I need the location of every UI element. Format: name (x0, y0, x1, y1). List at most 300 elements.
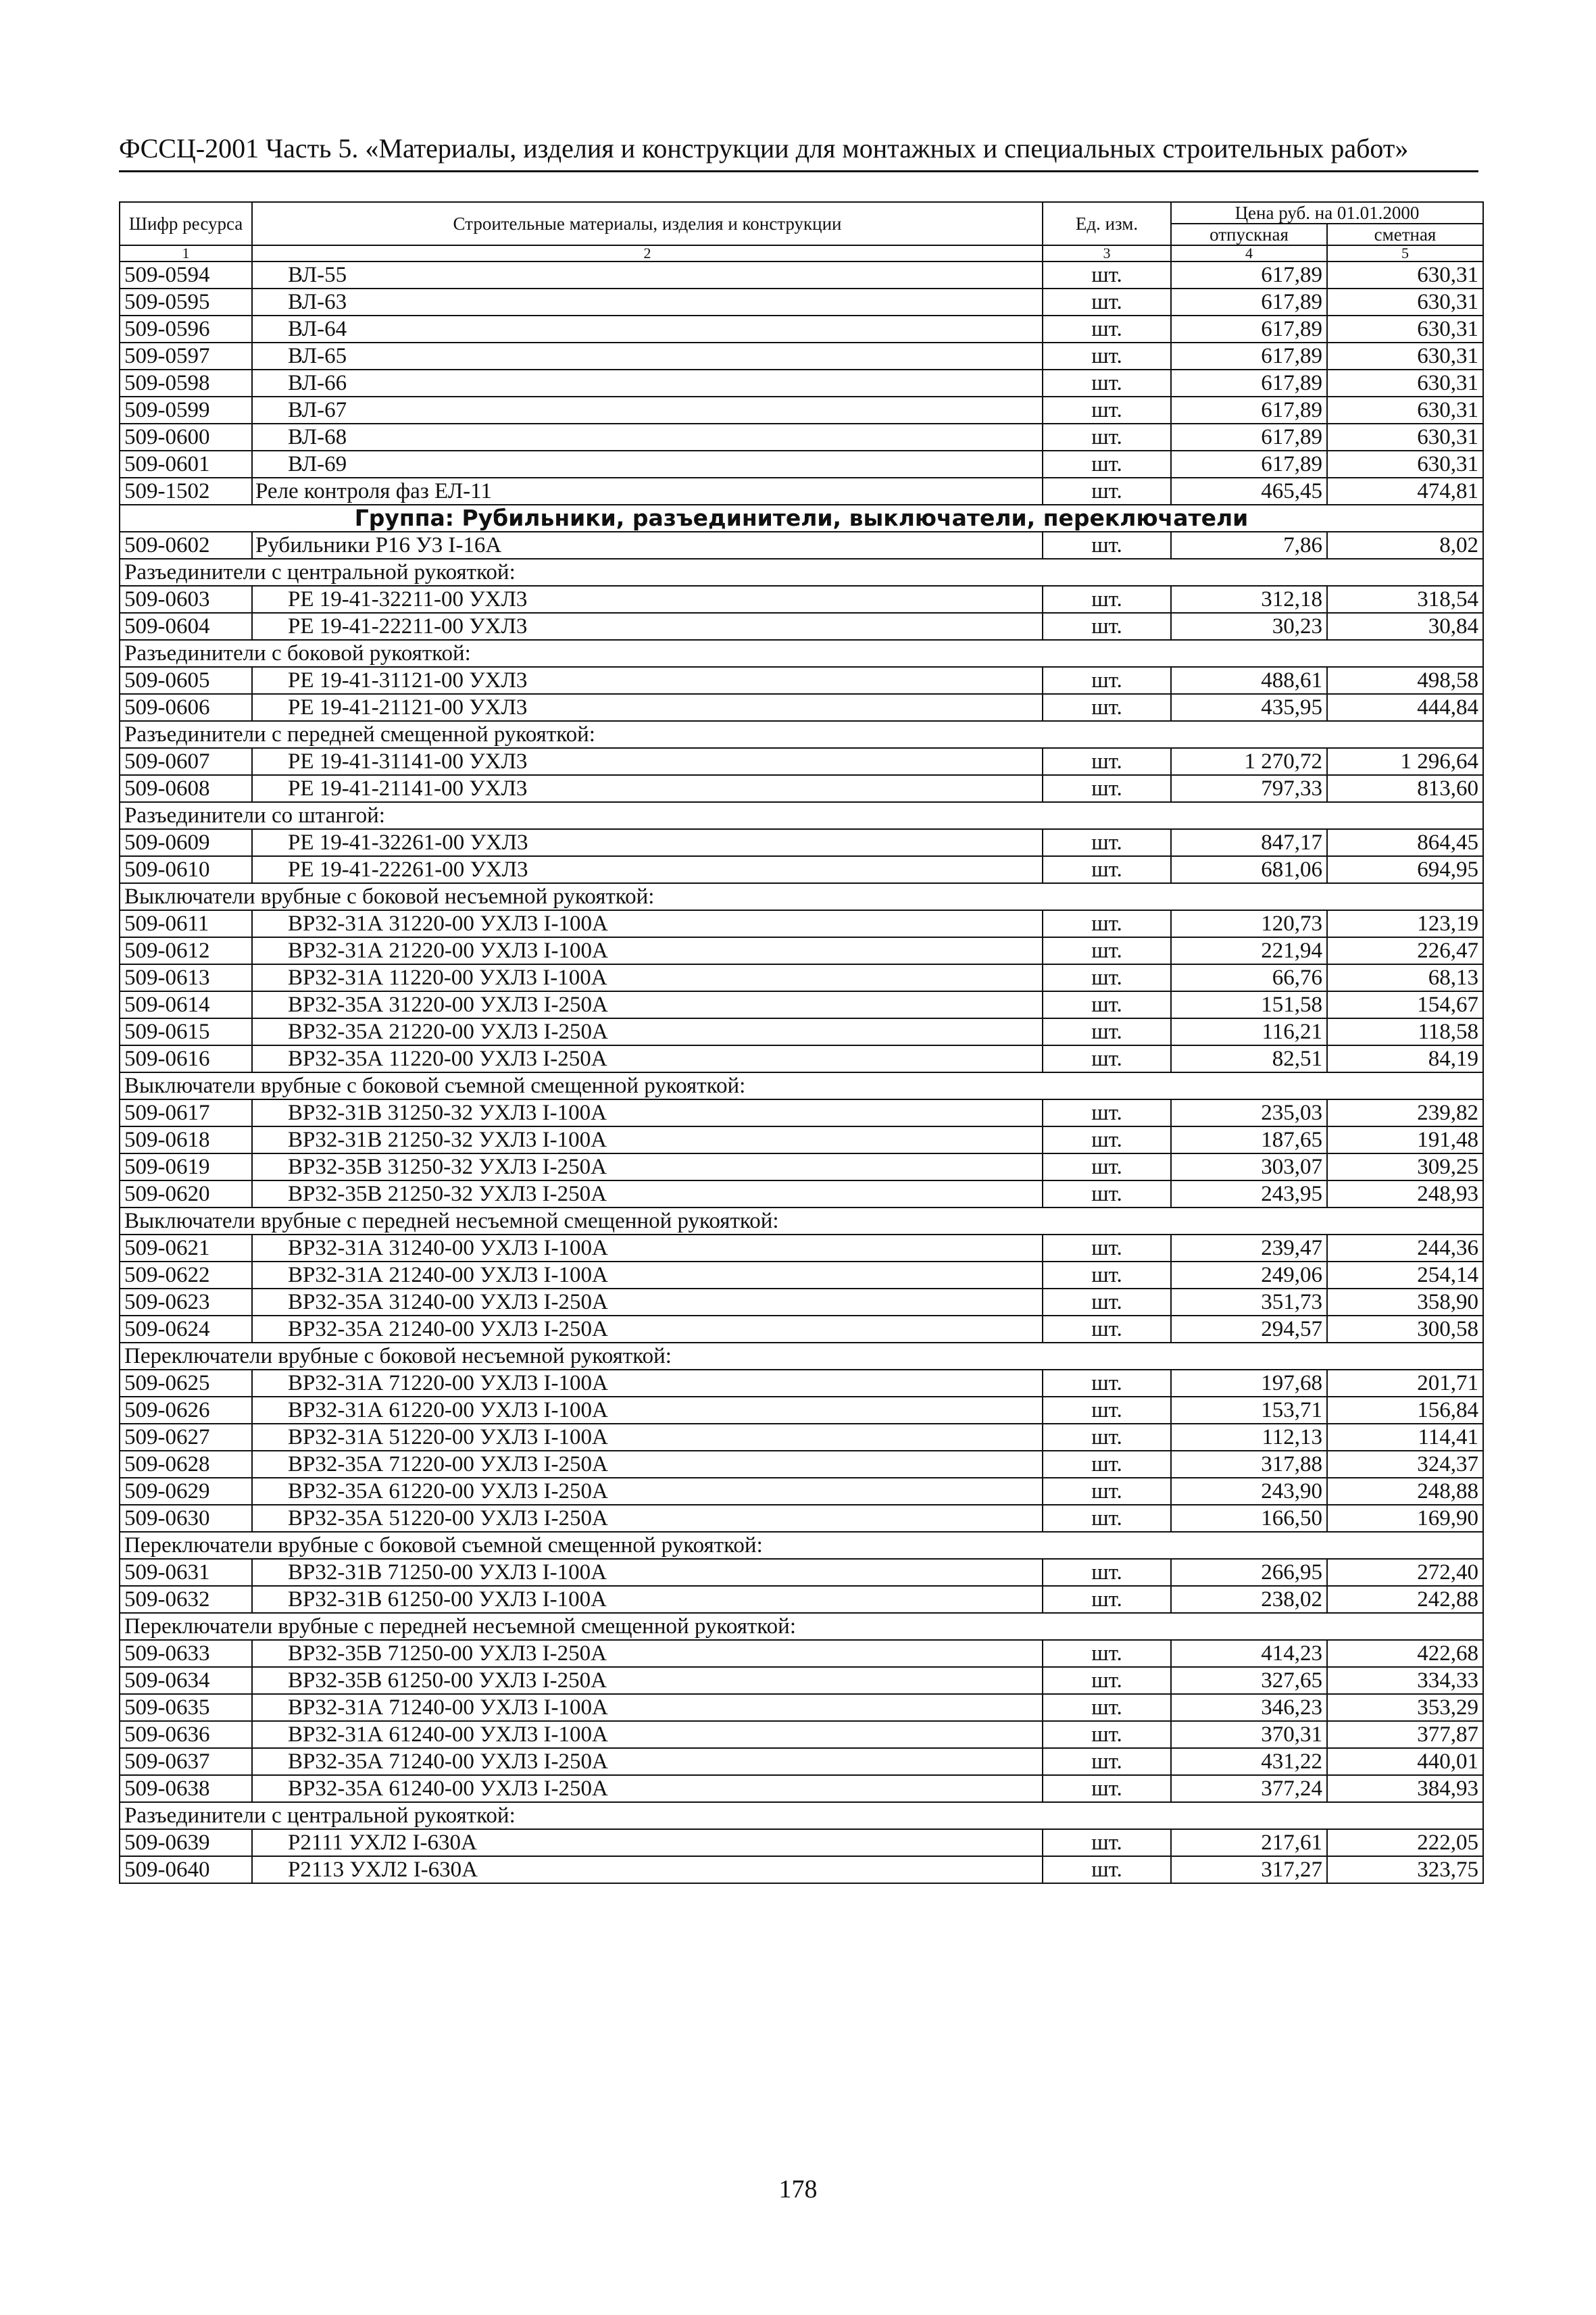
table-row (120, 1667, 1483, 1694)
subsection-row (120, 883, 1483, 910)
estimate-price-cell: 474,81 (1327, 478, 1483, 505)
release-price-cell: 317,88 (1171, 1451, 1327, 1478)
estimate-price-cell: 118,58 (1327, 1018, 1483, 1045)
estimate-price-cell: 630,31 (1327, 370, 1483, 397)
resource-code-cell: 509-0610 (120, 856, 252, 883)
column-number-row (120, 245, 1483, 262)
column-number: 3 (1043, 245, 1171, 262)
unit-cell: шт. (1043, 370, 1171, 397)
unit-cell: шт. (1043, 1559, 1171, 1586)
unit-cell: шт. (1043, 1451, 1171, 1478)
resource-code-cell: 509-0640 (120, 1856, 252, 1883)
estimate-price-cell: 154,67 (1327, 991, 1483, 1018)
table-row (120, 1586, 1483, 1613)
estimate-price-cell: 272,40 (1327, 1559, 1483, 1586)
subsection-row (120, 640, 1483, 667)
material-name-cell: РЕ 19-41-32211-00 УХЛ3 (252, 586, 1043, 613)
table-row (120, 451, 1483, 478)
header-price-group: Цена руб. на 01.01.2000 (1171, 202, 1483, 224)
resource-code-cell: 509-0616 (120, 1045, 252, 1072)
release-price-cell: 431,22 (1171, 1748, 1327, 1775)
table-row (120, 964, 1483, 991)
release-price-cell: 617,89 (1171, 262, 1327, 289)
release-price-cell: 112,13 (1171, 1424, 1327, 1451)
resource-code-cell: 509-0613 (120, 964, 252, 991)
table-row (120, 613, 1483, 640)
header-estimate-price: сметная (1327, 224, 1483, 245)
estimate-price-cell: 323,75 (1327, 1856, 1483, 1883)
table-row (120, 1126, 1483, 1153)
release-price-cell: 377,24 (1171, 1775, 1327, 1802)
estimate-price-cell: 353,29 (1327, 1694, 1483, 1721)
material-name-cell: ВР32-31В 31250-32 УХЛ3 I-100А (252, 1099, 1043, 1126)
resource-code-cell: 509-0636 (120, 1721, 252, 1748)
subsection-row (120, 1613, 1483, 1640)
material-name-cell: ВР32-35В 21250-32 УХЛ3 I-250А (252, 1180, 1043, 1208)
unit-cell: шт. (1043, 1694, 1171, 1721)
unit-cell: шт. (1043, 829, 1171, 856)
table-row (120, 1829, 1483, 1856)
material-name-cell: ВР32-35А 21240-00 УХЛ3 I-250А (252, 1316, 1043, 1343)
estimate-price-cell: 384,93 (1327, 1775, 1483, 1802)
release-price-cell: 312,18 (1171, 586, 1327, 613)
estimate-price-cell: 358,90 (1327, 1289, 1483, 1316)
table-row (120, 748, 1483, 775)
subsection-row (120, 1072, 1483, 1099)
resource-code-cell: 509-0629 (120, 1478, 252, 1505)
unit-cell: шт. (1043, 1018, 1171, 1045)
release-price-cell: 1 270,72 (1171, 748, 1327, 775)
material-name-cell: Рубильники Р16 У3 I-16А (252, 532, 1043, 559)
estimate-price-cell: 630,31 (1327, 289, 1483, 316)
material-name-cell: ВР32-31А 21220-00 УХЛ3 I-100А (252, 937, 1043, 964)
material-name-cell: ВЛ-64 (252, 316, 1043, 343)
resource-code-cell: 509-0602 (120, 532, 252, 559)
estimate-price-cell: 242,88 (1327, 1586, 1483, 1613)
table-row (120, 1748, 1483, 1775)
table-row (120, 856, 1483, 883)
table-row (120, 829, 1483, 856)
subsection-row (120, 721, 1483, 748)
release-price-cell: 239,47 (1171, 1235, 1327, 1262)
subsection-title: Выключатели врубные с боковой несъемной рукояткой: (120, 883, 1483, 910)
release-price-cell: 303,07 (1171, 1153, 1327, 1180)
resource-code-cell: 509-0622 (120, 1262, 252, 1289)
resource-code-cell: 509-0598 (120, 370, 252, 397)
resource-code-cell: 509-0612 (120, 937, 252, 964)
page-number: 178 (778, 2175, 818, 2204)
estimate-price-cell: 300,58 (1327, 1316, 1483, 1343)
subsection-title: Разъединители с передней смещенной рукояткой: (120, 721, 1483, 748)
unit-cell: шт. (1043, 1126, 1171, 1153)
table-row (120, 532, 1483, 559)
estimate-price-cell: 254,14 (1327, 1262, 1483, 1289)
table-row (120, 1451, 1483, 1478)
estimate-price-cell: 630,31 (1327, 451, 1483, 478)
resource-code-cell: 509-0619 (120, 1153, 252, 1180)
estimate-price-cell: 444,84 (1327, 694, 1483, 721)
header-name: Строительные материалы, изделия и конструкции (252, 202, 1043, 245)
estimate-price-cell: 169,90 (1327, 1505, 1483, 1532)
unit-cell: шт. (1043, 856, 1171, 883)
release-price-cell: 30,23 (1171, 613, 1327, 640)
unit-cell: шт. (1043, 613, 1171, 640)
release-price-cell: 120,73 (1171, 910, 1327, 937)
column-number: 5 (1327, 245, 1483, 262)
unit-cell: шт. (1043, 586, 1171, 613)
resource-code-cell: 509-0627 (120, 1424, 252, 1451)
unit-cell: шт. (1043, 1235, 1171, 1262)
subsection-row (120, 559, 1483, 586)
table-row (120, 991, 1483, 1018)
resource-code-cell: 509-1502 (120, 478, 252, 505)
table-row (120, 1721, 1483, 1748)
release-price-cell: 266,95 (1171, 1559, 1327, 1586)
resource-code-cell: 509-0628 (120, 1451, 252, 1478)
material-name-cell: ВР32-35А 31240-00 УХЛ3 I-250А (252, 1289, 1043, 1316)
table-row (120, 1153, 1483, 1180)
release-price-cell: 317,27 (1171, 1856, 1327, 1883)
release-price-cell: 166,50 (1171, 1505, 1327, 1532)
table-row (120, 1397, 1483, 1424)
material-name-cell: РЕ 19-41-22261-00 УХЛ3 (252, 856, 1043, 883)
resource-code-cell: 509-0594 (120, 262, 252, 289)
table-row (120, 1262, 1483, 1289)
estimate-price-cell: 114,41 (1327, 1424, 1483, 1451)
price-table-body (120, 202, 1483, 1883)
header-code: Шифр ресурса (120, 202, 252, 245)
unit-cell: шт. (1043, 343, 1171, 370)
resource-code-cell: 509-0638 (120, 1775, 252, 1802)
material-name-cell: ВР32-35А 11220-00 УХЛ3 I-250А (252, 1045, 1043, 1072)
unit-cell: шт. (1043, 1316, 1171, 1343)
material-name-cell: ВР32-31В 61250-00 УХЛ3 I-100А (252, 1586, 1043, 1613)
release-price-cell: 217,61 (1171, 1829, 1327, 1856)
subsection-row (120, 802, 1483, 829)
subsection-title: Переключатели врубные с передней несъемной смещенной рукояткой: (120, 1613, 1483, 1640)
material-name-cell: ВР32-35В 31250-32 УХЛ3 I-250А (252, 1153, 1043, 1180)
estimate-price-cell: 8,02 (1327, 532, 1483, 559)
resource-code-cell: 509-0606 (120, 694, 252, 721)
unit-cell: шт. (1043, 1289, 1171, 1316)
unit-cell: шт. (1043, 1586, 1171, 1613)
page-header-title: ФССЦ-2001 Часть 5. «Материалы, изделия и конструкции для монтажных и специальных строительных работ» (119, 133, 1409, 164)
release-price-cell: 82,51 (1171, 1045, 1327, 1072)
material-name-cell: ВР32-35В 71250-00 УХЛ3 I-250А (252, 1640, 1043, 1667)
material-name-cell: РЕ 19-41-31121-00 УХЛ3 (252, 667, 1043, 694)
estimate-price-cell: 498,58 (1327, 667, 1483, 694)
subsection-row (120, 1208, 1483, 1235)
unit-cell: шт. (1043, 478, 1171, 505)
table-row (120, 1640, 1483, 1667)
estimate-price-cell: 191,48 (1327, 1126, 1483, 1153)
release-price-cell: 435,95 (1171, 694, 1327, 721)
material-name-cell: РЕ 19-41-22211-00 УХЛ3 (252, 613, 1043, 640)
column-number: 4 (1171, 245, 1327, 262)
table-row (120, 370, 1483, 397)
material-name-cell: ВР32-35А 61220-00 УХЛ3 I-250А (252, 1478, 1043, 1505)
material-name-cell: ВР32-31А 31220-00 УХЛ3 I-100А (252, 910, 1043, 937)
material-name-cell: ВР32-31А 71220-00 УХЛ3 I-100А (252, 1370, 1043, 1397)
release-price-cell: 681,06 (1171, 856, 1327, 883)
resource-code-cell: 509-0596 (120, 316, 252, 343)
table-row (120, 343, 1483, 370)
resource-code-cell: 509-0605 (120, 667, 252, 694)
release-price-cell: 617,89 (1171, 397, 1327, 424)
release-price-cell: 151,58 (1171, 991, 1327, 1018)
material-name-cell: Р2111 УХЛ2 I-630А (252, 1829, 1043, 1856)
unit-cell: шт. (1043, 1153, 1171, 1180)
table-row (120, 1316, 1483, 1343)
estimate-price-cell: 309,25 (1327, 1153, 1483, 1180)
resource-code-cell: 509-0639 (120, 1829, 252, 1856)
release-price-cell: 187,65 (1171, 1126, 1327, 1153)
table-row (120, 1370, 1483, 1397)
resource-code-cell: 509-0607 (120, 748, 252, 775)
material-name-cell: ВР32-35В 61250-00 УХЛ3 I-250А (252, 1667, 1043, 1694)
header-rule (119, 170, 1478, 172)
release-price-cell: 327,65 (1171, 1667, 1327, 1694)
header-unit: Ед. изм. (1043, 202, 1171, 245)
material-name-cell: ВР32-35А 61240-00 УХЛ3 I-250А (252, 1775, 1043, 1802)
subsection-title: Выключатели врубные с боковой съемной смещенной рукояткой: (120, 1072, 1483, 1099)
table-row (120, 586, 1483, 613)
material-name-cell: ВЛ-66 (252, 370, 1043, 397)
resource-code-cell: 509-0625 (120, 1370, 252, 1397)
unit-cell: шт. (1043, 1478, 1171, 1505)
unit-cell: шт. (1043, 289, 1171, 316)
release-price-cell: 617,89 (1171, 370, 1327, 397)
unit-cell: шт. (1043, 1640, 1171, 1667)
resource-code-cell: 509-0635 (120, 1694, 252, 1721)
unit-cell: шт. (1043, 910, 1171, 937)
subsection-title: Переключатели врубные с боковой съемной смещенной рукояткой: (120, 1532, 1483, 1559)
material-name-cell: ВР32-35А 51220-00 УХЛ3 I-250А (252, 1505, 1043, 1532)
material-name-cell: ВЛ-69 (252, 451, 1043, 478)
unit-cell: шт. (1043, 1262, 1171, 1289)
estimate-price-cell: 440,01 (1327, 1748, 1483, 1775)
table-row (120, 1775, 1483, 1802)
release-price-cell: 7,86 (1171, 532, 1327, 559)
material-name-cell: ВР32-31А 61220-00 УХЛ3 I-100А (252, 1397, 1043, 1424)
table-row (120, 1559, 1483, 1586)
material-name-cell: ВР32-35А 71220-00 УХЛ3 I-250А (252, 1451, 1043, 1478)
table-row (120, 1045, 1483, 1072)
table-row (120, 1289, 1483, 1316)
unit-cell: шт. (1043, 1045, 1171, 1072)
subsection-title: Выключатели врубные с передней несъемной смещенной рукояткой: (120, 1208, 1483, 1235)
release-price-cell: 488,61 (1171, 667, 1327, 694)
unit-cell: шт. (1043, 964, 1171, 991)
release-price-cell: 243,90 (1171, 1478, 1327, 1505)
group-heading: Группа: Рубильники, разъединители, выключатели, переключатели (120, 505, 1483, 532)
material-name-cell: РЕ 19-41-21141-00 УХЛ3 (252, 775, 1043, 802)
estimate-price-cell: 630,31 (1327, 424, 1483, 451)
resource-code-cell: 509-0614 (120, 991, 252, 1018)
subsection-row (120, 1802, 1483, 1829)
table-row (120, 1694, 1483, 1721)
table-row (120, 316, 1483, 343)
estimate-price-cell: 84,19 (1327, 1045, 1483, 1072)
unit-cell: шт. (1043, 1775, 1171, 1802)
unit-cell: шт. (1043, 775, 1171, 802)
resource-code-cell: 509-0631 (120, 1559, 252, 1586)
table-row (120, 1424, 1483, 1451)
resource-code-cell: 509-0601 (120, 451, 252, 478)
estimate-price-cell: 630,31 (1327, 316, 1483, 343)
release-price-cell: 116,21 (1171, 1018, 1327, 1045)
release-price-cell: 197,68 (1171, 1370, 1327, 1397)
unit-cell: шт. (1043, 451, 1171, 478)
column-number: 1 (120, 245, 252, 262)
material-name-cell: ВР32-31А 31240-00 УХЛ3 I-100А (252, 1235, 1043, 1262)
release-price-cell: 153,71 (1171, 1397, 1327, 1424)
release-price-cell: 617,89 (1171, 316, 1327, 343)
price-table (119, 201, 1484, 1884)
subsection-title: Разъединители со штангой: (120, 802, 1483, 829)
unit-cell: шт. (1043, 1397, 1171, 1424)
unit-cell: шт. (1043, 1856, 1171, 1883)
material-name-cell: ВР32-31А 51220-00 УХЛ3 I-100А (252, 1424, 1043, 1451)
resource-code-cell: 509-0603 (120, 586, 252, 613)
material-name-cell: РЕ 19-41-31141-00 УХЛ3 (252, 748, 1043, 775)
unit-cell: шт. (1043, 1829, 1171, 1856)
table-row (120, 910, 1483, 937)
table-row (120, 397, 1483, 424)
unit-cell: шт. (1043, 1180, 1171, 1208)
table-row (120, 1235, 1483, 1262)
release-price-cell: 346,23 (1171, 1694, 1327, 1721)
resource-code-cell: 509-0617 (120, 1099, 252, 1126)
resource-code-cell: 509-0620 (120, 1180, 252, 1208)
subsection-row (120, 1532, 1483, 1559)
material-name-cell: РЕ 19-41-32261-00 УХЛ3 (252, 829, 1043, 856)
material-name-cell: ВР32-31В 71250-00 УХЛ3 I-100А (252, 1559, 1043, 1586)
subsection-row (120, 1343, 1483, 1370)
resource-code-cell: 509-0608 (120, 775, 252, 802)
estimate-price-cell: 334,33 (1327, 1667, 1483, 1694)
unit-cell: шт. (1043, 1505, 1171, 1532)
estimate-price-cell: 248,88 (1327, 1478, 1483, 1505)
subsection-title: Переключатели врубные с боковой несъемной рукояткой: (120, 1343, 1483, 1370)
table-row (120, 1856, 1483, 1883)
resource-code-cell: 509-0632 (120, 1586, 252, 1613)
table-row (120, 1099, 1483, 1126)
material-name-cell: ВР32-31А 71240-00 УХЛ3 I-100А (252, 1694, 1043, 1721)
release-price-cell: 414,23 (1171, 1640, 1327, 1667)
release-price-cell: 351,73 (1171, 1289, 1327, 1316)
subsection-title: Разъединители с центральной рукояткой: (120, 559, 1483, 586)
release-price-cell: 238,02 (1171, 1586, 1327, 1613)
unit-cell: шт. (1043, 1748, 1171, 1775)
estimate-price-cell: 630,31 (1327, 343, 1483, 370)
release-price-cell: 294,57 (1171, 1316, 1327, 1343)
unit-cell: шт. (1043, 262, 1171, 289)
resource-code-cell: 509-0600 (120, 424, 252, 451)
unit-cell: шт. (1043, 1099, 1171, 1126)
unit-cell: шт. (1043, 991, 1171, 1018)
resource-code-cell: 509-0597 (120, 343, 252, 370)
resource-code-cell: 509-0609 (120, 829, 252, 856)
unit-cell: шт. (1043, 424, 1171, 451)
resource-code-cell: 509-0634 (120, 1667, 252, 1694)
table-header-row (120, 202, 1483, 224)
column-number: 2 (252, 245, 1043, 262)
estimate-price-cell: 201,71 (1327, 1370, 1483, 1397)
material-name-cell: ВР32-31В 21250-32 УХЛ3 I-100А (252, 1126, 1043, 1153)
resource-code-cell: 509-0623 (120, 1289, 252, 1316)
table-row (120, 775, 1483, 802)
release-price-cell: 66,76 (1171, 964, 1327, 991)
release-price-cell: 370,31 (1171, 1721, 1327, 1748)
estimate-price-cell: 318,54 (1327, 586, 1483, 613)
estimate-price-cell: 324,37 (1327, 1451, 1483, 1478)
release-price-cell: 617,89 (1171, 343, 1327, 370)
table-row (120, 667, 1483, 694)
table-row (120, 694, 1483, 721)
estimate-price-cell: 222,05 (1327, 1829, 1483, 1856)
group-heading-row (120, 505, 1483, 532)
resource-code-cell: 509-0615 (120, 1018, 252, 1045)
estimate-price-cell: 864,45 (1327, 829, 1483, 856)
release-price-cell: 617,89 (1171, 424, 1327, 451)
material-name-cell: ВР32-31А 61240-00 УХЛ3 I-100А (252, 1721, 1043, 1748)
material-name-cell: ВР32-31А 11220-00 УХЛ3 I-100А (252, 964, 1043, 991)
estimate-price-cell: 377,87 (1327, 1721, 1483, 1748)
material-name-cell: ВР32-31А 21240-00 УХЛ3 I-100А (252, 1262, 1043, 1289)
release-price-cell: 221,94 (1171, 937, 1327, 964)
material-name-cell: ВЛ-63 (252, 289, 1043, 316)
resource-code-cell: 509-0621 (120, 1235, 252, 1262)
material-name-cell: ВР32-35А 71240-00 УХЛ3 I-250А (252, 1748, 1043, 1775)
material-name-cell: РЕ 19-41-21121-00 УХЛ3 (252, 694, 1043, 721)
table-row (120, 289, 1483, 316)
table-row (120, 1478, 1483, 1505)
estimate-price-cell: 1 296,64 (1327, 748, 1483, 775)
resource-code-cell: 509-0599 (120, 397, 252, 424)
table-row (120, 262, 1483, 289)
material-name-cell: ВР32-35А 31220-00 УХЛ3 I-250А (252, 991, 1043, 1018)
material-name-cell: ВР32-35А 21220-00 УХЛ3 I-250А (252, 1018, 1043, 1045)
table-row (120, 424, 1483, 451)
resource-code-cell: 509-0611 (120, 910, 252, 937)
estimate-price-cell: 244,36 (1327, 1235, 1483, 1262)
resource-code-cell: 509-0595 (120, 289, 252, 316)
material-name-cell: ВЛ-55 (252, 262, 1043, 289)
resource-code-cell: 509-0630 (120, 1505, 252, 1532)
resource-code-cell: 509-0604 (120, 613, 252, 640)
resource-code-cell: 509-0626 (120, 1397, 252, 1424)
unit-cell: шт. (1043, 1370, 1171, 1397)
estimate-price-cell: 123,19 (1327, 910, 1483, 937)
unit-cell: шт. (1043, 1721, 1171, 1748)
resource-code-cell: 509-0637 (120, 1748, 252, 1775)
material-name-cell: Р2113 УХЛ2 I-630А (252, 1856, 1043, 1883)
estimate-price-cell: 68,13 (1327, 964, 1483, 991)
table-row (120, 937, 1483, 964)
table-row (120, 478, 1483, 505)
resource-code-cell: 509-0618 (120, 1126, 252, 1153)
material-name-cell: Реле контроля фаз ЕЛ-11 (252, 478, 1043, 505)
estimate-price-cell: 813,60 (1327, 775, 1483, 802)
unit-cell: шт. (1043, 316, 1171, 343)
estimate-price-cell: 630,31 (1327, 262, 1483, 289)
release-price-cell: 797,33 (1171, 775, 1327, 802)
unit-cell: шт. (1043, 748, 1171, 775)
unit-cell: шт. (1043, 694, 1171, 721)
table-row (120, 1505, 1483, 1532)
unit-cell: шт. (1043, 397, 1171, 424)
